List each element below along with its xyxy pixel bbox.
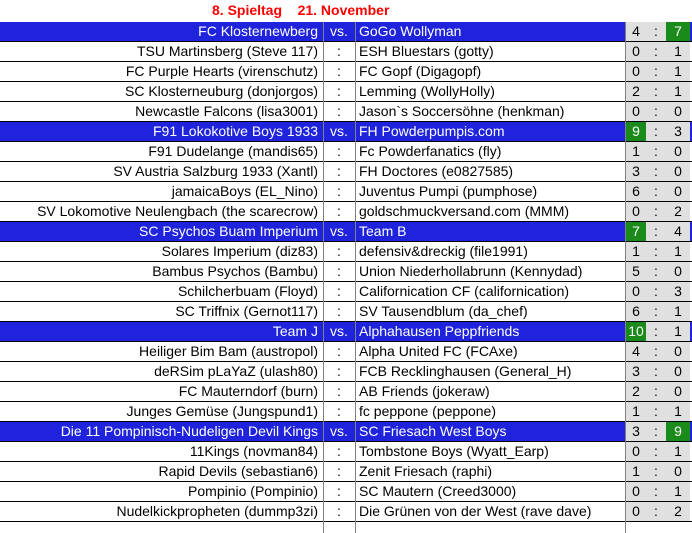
vs-label: :: [337, 503, 341, 519]
away-score: 1: [666, 402, 690, 421]
away-team: goldschmuckversand.com (MMM): [359, 203, 570, 219]
score-separator: :: [646, 462, 666, 481]
match-row: [0, 402, 692, 422]
vs-label: :: [337, 243, 341, 259]
home-team: FC Mauterndorf (burn): [178, 383, 318, 399]
home-team: Pompinio (Pompinio): [188, 483, 318, 499]
away-team: FH Doctores (e0827585): [359, 163, 514, 179]
home-score: 9: [626, 122, 646, 141]
score-separator: :: [646, 202, 666, 221]
away-team: defensiv&dreckig (file1991): [359, 243, 528, 259]
match-row: [0, 142, 692, 162]
home-team: deRSim pLaYaZ (ulash80): [154, 363, 318, 379]
score-separator: :: [646, 182, 666, 201]
home-team: TSU Martinsberg (Steve 117): [136, 43, 318, 59]
away-team: Jason`s Soccersöhne (henkman): [359, 103, 565, 119]
match-row: [0, 42, 692, 62]
away-score: 1: [666, 62, 690, 81]
vs-label: vs.: [330, 423, 348, 439]
away-score: 9: [666, 422, 690, 441]
away-score: 0: [666, 142, 690, 161]
score-separator: :: [646, 122, 666, 141]
away-team: Die Grünen von der West (rave dave): [359, 503, 592, 519]
score-separator: :: [646, 282, 666, 301]
home-score: 4: [626, 342, 646, 361]
away-score: 1: [666, 42, 690, 61]
score-separator: :: [646, 302, 666, 321]
away-team: ESH Bluestars (gotty): [359, 43, 494, 59]
match-row: [0, 242, 692, 262]
home-score: 7: [626, 222, 646, 241]
home-team: Heiliger Bim Bam (austropol): [139, 343, 318, 359]
away-team: FH Powderpumpis.com: [359, 123, 505, 139]
home-team: SC Psychos Buam Imperium: [139, 223, 318, 239]
away-score: 0: [666, 162, 690, 181]
away-team: Juventus Pumpi (pumphose): [359, 183, 538, 199]
away-team: SV Tausendblum (da_chef): [359, 303, 528, 319]
home-score: 0: [626, 42, 646, 61]
home-score: 1: [626, 462, 646, 481]
match-row: [0, 382, 692, 402]
team-match-row: [0, 122, 692, 142]
home-score: 1: [626, 402, 646, 421]
score-separator: :: [646, 342, 666, 361]
away-team: GoGo Wollyman: [359, 23, 462, 39]
score-separator: :: [646, 362, 666, 381]
score-separator: :: [646, 142, 666, 161]
match-row: [0, 102, 692, 122]
vs-label: :: [337, 443, 341, 459]
vs-label: :: [337, 103, 341, 119]
score-separator: :: [646, 422, 666, 441]
home-score: 1: [626, 142, 646, 161]
away-score: 0: [666, 182, 690, 201]
home-team: Junges Gemüse (Jungspund1): [126, 403, 318, 419]
score-separator: :: [646, 382, 666, 401]
score-separator: :: [646, 42, 666, 61]
match-row: [0, 202, 692, 222]
match-row: [0, 182, 692, 202]
home-team: 11Kings (novman84): [189, 443, 318, 459]
vs-label: :: [337, 343, 341, 359]
away-score: 0: [666, 102, 690, 121]
score-separator: :: [646, 242, 666, 261]
page-title: 8. Spieltag 21. November: [212, 2, 390, 18]
away-score: 1: [666, 442, 690, 461]
away-team: Alpha United FC (FCAxe): [359, 343, 518, 359]
away-score: 0: [666, 462, 690, 481]
vs-label: :: [337, 63, 341, 79]
home-team: FC Klosternewberg: [198, 23, 318, 39]
away-score: 7: [666, 22, 690, 41]
header-row: [0, 0, 692, 23]
home-score: 0: [626, 62, 646, 81]
home-score: 0: [626, 102, 646, 121]
vs-label: :: [337, 263, 341, 279]
away-score: 1: [666, 242, 690, 261]
away-team: FC Gopf (Digagopf): [359, 63, 482, 79]
team-match-row: [0, 222, 692, 242]
match-row: [0, 62, 692, 82]
vs-label: :: [337, 163, 341, 179]
away-score: 0: [666, 362, 690, 381]
home-team: SV Lokomotive Neulengbach (the scarecrow): [37, 203, 318, 219]
vs-label: :: [337, 203, 341, 219]
away-score: 3: [666, 282, 690, 301]
match-row: [0, 262, 692, 282]
home-score: 0: [626, 202, 646, 221]
home-team: Solares Imperium (diz83): [161, 243, 318, 259]
vs-label: :: [337, 483, 341, 499]
score-separator: :: [646, 482, 666, 501]
away-score: 0: [666, 262, 690, 281]
column-divider: [625, 22, 626, 533]
home-team: Rapid Devils (sebastian6): [158, 463, 318, 479]
away-score: 0: [666, 382, 690, 401]
vs-label: :: [337, 43, 341, 59]
match-row: [0, 462, 692, 482]
away-score: 1: [666, 322, 690, 341]
score-separator: :: [646, 162, 666, 181]
away-score: 1: [666, 82, 690, 101]
home-team: Team J: [272, 323, 318, 339]
home-team: SC Klosterneuburg (donjorgos): [125, 83, 318, 99]
vs-label: vs.: [330, 23, 348, 39]
vs-label: :: [337, 463, 341, 479]
home-team: F91 Lokokotive Boys 1933: [153, 123, 318, 139]
home-team: Schilcherbuam (Floyd): [177, 283, 318, 299]
home-score: 3: [626, 422, 646, 441]
home-score: 2: [626, 382, 646, 401]
home-score: 0: [626, 502, 646, 521]
match-row: [0, 342, 692, 362]
column-divider: [355, 22, 356, 533]
home-team: F91 Dudelange (mandis65): [148, 143, 318, 159]
match-list: [0, 22, 692, 522]
home-score: 2: [626, 82, 646, 101]
score-separator: :: [646, 322, 666, 341]
match-row: [0, 502, 692, 522]
away-score: 2: [666, 502, 690, 521]
score-separator: :: [646, 222, 666, 241]
match-row: [0, 362, 692, 382]
team-match-row: [0, 22, 692, 42]
vs-label: vs.: [330, 123, 348, 139]
away-team: Union Niederhollabrunn (Kennydad): [359, 263, 583, 279]
away-team: Zenit Friesach (raphi): [359, 463, 493, 479]
home-score: 4: [626, 22, 646, 41]
away-team: Californication CF (californication): [359, 283, 570, 299]
home-team: jamaicaBoys (EL_Nino): [171, 183, 318, 199]
home-score: 6: [626, 182, 646, 201]
home-score: 0: [626, 442, 646, 461]
vs-label: :: [337, 303, 341, 319]
home-score: 1: [626, 242, 646, 261]
away-team: Team B: [359, 223, 407, 239]
away-score: 1: [666, 302, 690, 321]
vs-label: vs.: [330, 323, 348, 339]
score-separator: :: [646, 102, 666, 121]
home-team: SV Austria Salzburg 1933 (Xantl): [113, 163, 318, 179]
score-separator: :: [646, 22, 666, 41]
home-team: SC Triffnix (Gernot117): [175, 303, 318, 319]
home-score: 5: [626, 262, 646, 281]
team-match-row: [0, 422, 692, 442]
match-row: [0, 82, 692, 102]
vs-label: :: [337, 403, 341, 419]
vs-label: :: [337, 83, 341, 99]
away-score: 4: [666, 222, 690, 241]
team-match-row: [0, 322, 692, 342]
home-team: Bambus Psychos (Bambu): [152, 263, 318, 279]
home-score: 10: [626, 322, 646, 341]
match-row: [0, 442, 692, 462]
vs-label: :: [337, 143, 341, 159]
score-separator: :: [646, 82, 666, 101]
away-team: Lemming (WollyHolly): [359, 83, 495, 99]
score-separator: :: [646, 502, 666, 521]
vs-label: vs.: [330, 223, 348, 239]
home-score: 3: [626, 162, 646, 181]
home-team: Die 11 Pompinisch-Nudeligen Devil Kings: [60, 423, 318, 439]
home-team: Newcastle Falcons (lisa3001): [135, 103, 318, 119]
home-team: Nudelkickpropheten (dummp3zi): [116, 503, 318, 519]
home-score: 0: [626, 282, 646, 301]
home-team: FC Purple Hearts (virenschutz): [125, 63, 318, 79]
match-row: [0, 302, 692, 322]
vs-label: :: [337, 383, 341, 399]
vs-label: :: [337, 183, 341, 199]
match-row: [0, 162, 692, 182]
home-score: 3: [626, 362, 646, 381]
column-divider: [323, 22, 324, 533]
away-score: 0: [666, 342, 690, 361]
away-team: SC Mautern (Creed3000): [359, 483, 517, 499]
away-team: Fc Powderfanatics (fly): [359, 143, 502, 159]
away-team: FCB Recklinghausen (General_H): [359, 363, 572, 379]
home-score: 0: [626, 482, 646, 501]
score-separator: :: [646, 62, 666, 81]
away-team: SC Friesach West Boys: [359, 423, 507, 439]
away-score: 3: [666, 122, 690, 141]
home-score: 6: [626, 302, 646, 321]
score-separator: :: [646, 442, 666, 461]
match-row: [0, 282, 692, 302]
away-score: 1: [666, 482, 690, 501]
away-team: AB Friends (jokeraw): [359, 383, 490, 399]
away-score: 2: [666, 202, 690, 221]
away-team: fc peppone (peppone): [359, 403, 496, 419]
away-team: Alphahausen Peppfriends: [359, 323, 520, 339]
score-separator: :: [646, 402, 666, 421]
match-row: [0, 482, 692, 502]
vs-label: :: [337, 363, 341, 379]
vs-label: :: [337, 283, 341, 299]
away-team: Tombstone Boys (Wyatt_Earp): [359, 443, 549, 459]
score-separator: :: [646, 262, 666, 281]
